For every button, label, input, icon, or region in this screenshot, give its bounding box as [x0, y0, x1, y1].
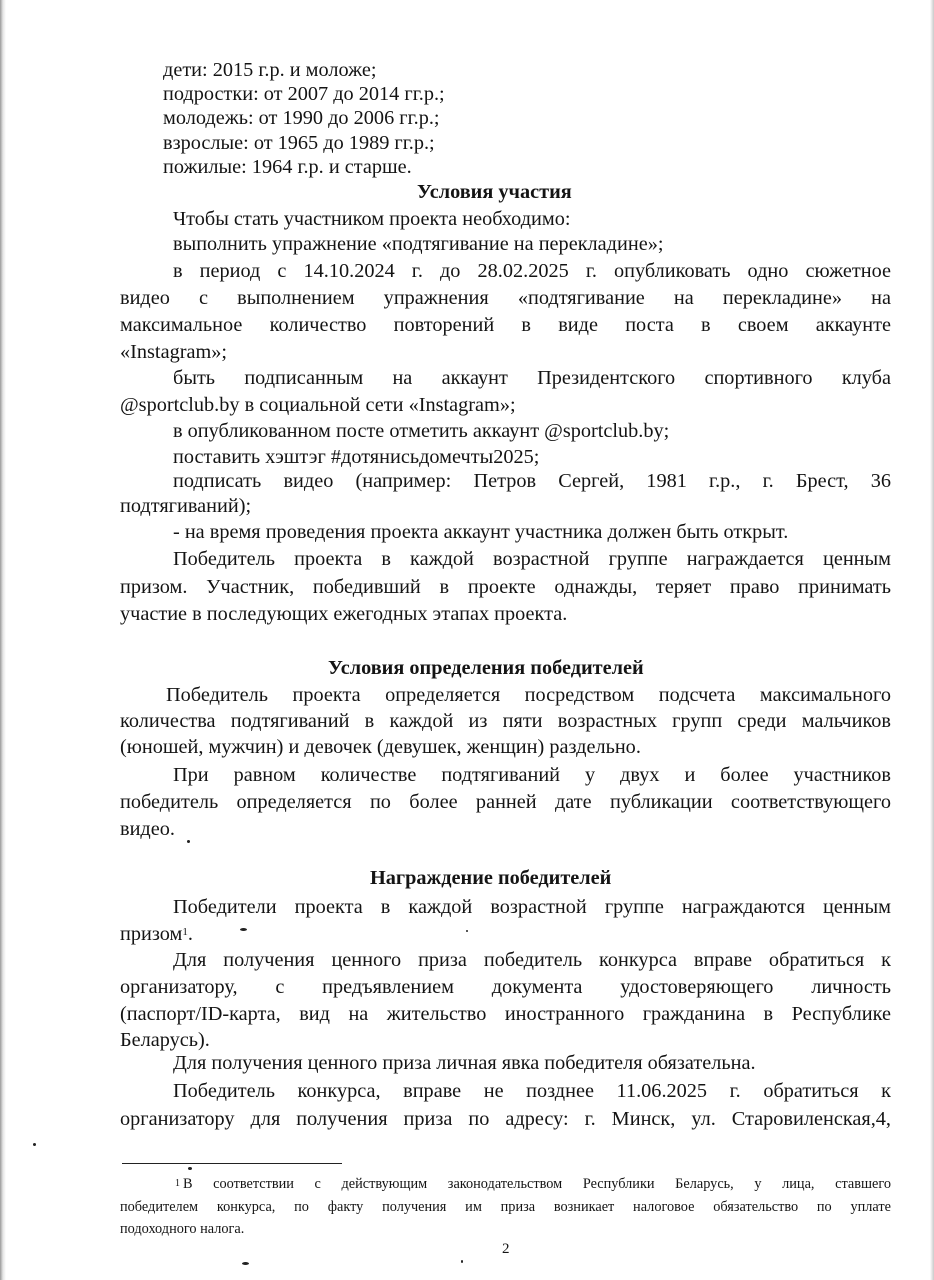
awards-p2-line2: организатору, с предъявлением документа удостоверяющего личность: [120, 976, 891, 998]
footnote-line3: подоходного налога.: [120, 1221, 245, 1237]
footnote-separator: [122, 1163, 342, 1164]
awards-p1-period: .: [187, 923, 193, 945]
condition-tag-account: в опубликованном посте отметить аккаунт @sportclub.by;: [173, 420, 670, 442]
scan-speck: [461, 1260, 463, 1263]
winners-p1-line1: Победитель проекта определяется посредством подсчета максимального: [166, 684, 891, 706]
section-heading-winners: Условия определения победителей: [328, 657, 644, 679]
awards-p1-line2: [120, 922, 193, 946]
awards-p2-line3: (паспорт/ID-карта, вид на жительство иностранного гражданина в Республике: [120, 1003, 891, 1025]
scan-speck: [188, 1167, 192, 1170]
age-group-elderly: пожилые: 1964 г.р. и старше.: [163, 156, 412, 178]
prize-paragraph-line2: призом. Участник, победивший в проекте однажды, теряет право принимать: [120, 576, 891, 598]
condition-open-account: - на время проведения проекта аккаунт участника должен быть открыт.: [173, 521, 789, 543]
condition-sign-video-line2: подтягиваний);: [120, 495, 252, 517]
winners-p2-line3: видео.: [120, 818, 175, 840]
section-heading-awards: Награждение победителей: [370, 867, 612, 889]
winners-p1-line3: (юношей, мужчин) и девочек (девушек, женщин) раздельно.: [120, 736, 641, 758]
winners-p2-line2: победитель определяется по более ранней дате публикации соответствующего: [120, 791, 891, 813]
prize-paragraph-line3: участие в последующих ежегодных этапах проекта.: [120, 603, 568, 625]
condition-publish-line4: «Instagram»;: [120, 341, 228, 363]
condition-hashtag: поставить хэштэг #дотянисьдомечты2025;: [173, 446, 540, 468]
age-group-children: дети: 2015 г.р. и моложе;: [163, 59, 377, 81]
condition-exercise: выполнить упражнение «подтягивание на перекладине»;: [173, 233, 664, 255]
age-group-youth: молодежь: от 1990 до 2006 гг.р.;: [163, 107, 440, 129]
awards-p4-line2: организатору для получения приза по адресу: г. Минск, ул. Старовиленская,4,: [120, 1108, 891, 1130]
scan-speck: [242, 1262, 249, 1265]
scan-shadow-left: [0, 0, 6, 1280]
awards-p1-line1: Победители проекта в каждой возрастной группе награждаются ценным: [173, 896, 891, 918]
footnote-marker: 1: [175, 1178, 180, 1189]
section-heading-conditions: Условия участия: [417, 181, 572, 203]
condition-subscribe-line1: быть подписанным на аккаунт Президентского спортивного клуба: [173, 367, 891, 389]
prize-paragraph-line1: Победитель проекта в каждой возрастной группе награждается ценным: [173, 548, 891, 570]
awards-p1-prize-word: призом: [120, 923, 183, 945]
awards-p3: Для получения ценного приза личная явка победителя обязательна.: [173, 1052, 756, 1074]
awards-p2-line4: Беларусь).: [120, 1029, 210, 1051]
winners-p2-line1: При равном количестве подтягиваний у двух и более участников: [173, 764, 891, 786]
winners-p1-line2: количества подтягиваний в каждой из пяти возрастных групп среди мальчиков: [120, 710, 891, 732]
scan-speck: [187, 840, 190, 843]
scan-speck: [240, 928, 247, 931]
condition-subscribe-line2: @sportclub.by в социальной сети «Instagram»;: [120, 394, 516, 416]
page-number: 2: [502, 1241, 510, 1257]
footnote-line2: победителем конкурса, по факту получения им приза возникает налоговое обязательство по уплате: [120, 1199, 891, 1215]
footnote-reference: 1: [182, 926, 188, 938]
condition-publish-line2: видео с выполнением упражнения «подтягивание на перекладине» на: [120, 287, 891, 309]
age-group-adults: взрослые: от 1965 до 1989 гг.р.;: [163, 132, 435, 154]
condition-publish-line1: в период с 14.10.2024 г. до 28.02.2025 г. опубликовать одно сюжетное: [173, 260, 891, 282]
conditions-intro: Чтобы стать участником проекта необходимо:: [173, 208, 571, 230]
condition-sign-video-line1: подписать видео (например: Петров Сергей, 1981 г.р., г. Брест, 36: [173, 470, 891, 492]
age-group-teens: подростки: от 2007 до 2014 гг.р.;: [163, 83, 445, 105]
footnote-line1-text: В соответствии с действующим законодательством Республики Беларусь, у лица, ставшего: [183, 1176, 891, 1192]
awards-p4-line1: Победитель конкурса, вправе не позднее 11.06.2025 г. обратиться к: [173, 1080, 891, 1102]
scan-speck: [466, 930, 468, 932]
scan-shadow-right: [930, 0, 934, 1280]
awards-p2-line1: Для получения ценного приза победитель конкурса вправе обратиться к: [173, 949, 891, 971]
footnote-line1: [175, 1174, 891, 1195]
scan-speck: [33, 1143, 36, 1146]
condition-publish-line3: максимальное количество повторений в виде поста в своем аккаунте: [120, 314, 891, 336]
